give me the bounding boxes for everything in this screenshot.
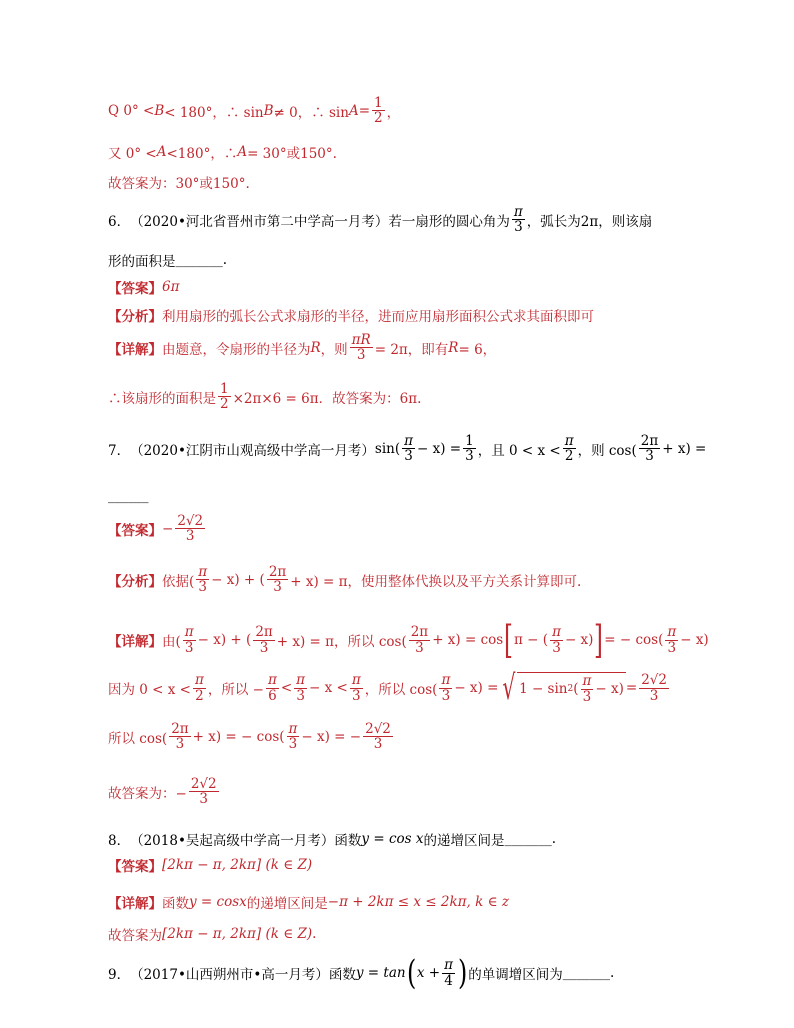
q7-detail-3: 所以 cos( $\frac{2\pi}{3}$ + x) = − cos( $\frac{\pi}{3}$ − x) = − $\frac{2√2}{3}$	[108, 721, 391, 753]
q7-answer: 【答案】 − $\frac{2√2}{3}$	[108, 513, 204, 545]
question-6: 6． （2020•河北省晋州市第二中学高一月考）若一扇形的圆心角为 $\frac{\pi}{3}$ ，弧长为2π，则该扇	[108, 204, 653, 236]
q8-answer: 【答案】 [2kπ − π, 2kπ] (k ∈ Z)	[108, 857, 313, 875]
q7-analysis: 【分析】 依据( $\frac{\pi}{3}$ − x) + ( $\frac{2\pi}{3}$ + x) = π，使用整体代换以及平方关系计算即可.	[108, 564, 582, 596]
q8-final-answer: 故答案为 [2kπ − π, 2kπ] (k ∈ Z) .	[108, 926, 317, 944]
q6-detail: 【详解】 由题意，令扇形的半径为 R ，则 $\frac{\pi R}{3}$ = 2π，即有 R = 6，	[108, 332, 497, 364]
q6-analysis: 【分析】 利用扇形的弧长公式求扇形的半径，进而应用扇形面积公式求其面积即可	[108, 309, 594, 325]
solution-line-1: Q 0° < B < 180°，∴ sin B ≠ 0，∴ sin A = $\frac{1}{2}$ ，	[108, 95, 401, 127]
question-7: 7． （2020•江阴市山观高级中学高一月考） sin( $\frac{\pi}{3}$ − x) = $\frac{1}{3}$ ，且 0 < x < $\frac{\pi}{2}$ ，则 cos( $\frac{2\pi}{3}$ + x) =	[108, 433, 707, 465]
question-7-blank: ______	[108, 488, 149, 504]
q6-answer: 【答案】 6π	[108, 279, 180, 297]
question-8: 8． （2018•吴起高级中学高一月考）函数 y = cos x 的递增区间是 _______ .	[108, 831, 557, 849]
q8-detail: 【详解】 函数 y = cosx 的递增区间是 −π + 2kπ ≤ x ≤ 2kπ, k ∈ z	[108, 894, 509, 912]
question-6-cont: 形的面积是 _______ .	[108, 252, 228, 270]
q6-detail-2: ∴该扇形的面积是 $\frac{1}{2}$ ×2π×6 = 6π．故答案为：6π.	[108, 381, 422, 413]
q7-detail-2: 因为 0 < x < $\frac{\pi}{2}$ ，所以 − $\frac{\pi}{6}$ < $\frac{\pi}{3}$ − x < $\frac{\pi}{3}$ ，所以 cos( $\frac{\pi}{3}$ − x) = √ 1 − sin 2 ( $\frac{\pi}{3}$ − x) = $\frac{2√2}{3}$	[108, 668, 667, 708]
answer-line-5: 故答案为：30°或150°.	[108, 176, 250, 192]
q7-final-answer: 故答案为：− $\frac{2√2}{3}$	[108, 776, 217, 808]
solution-line-2: 又 0° < A <180°，∴ A = 30°或150°.	[108, 144, 337, 162]
question-9: 9． （2017•山西朔州市•高一月考）函数 y = tan ( x + $\frac{\pi}{4}$ ) 的单调增区间为 _______ .	[108, 953, 615, 993]
q7-detail: 【详解】 由( $\frac{\pi}{3}$ − x) + ( $\frac{2\pi}{3}$ + x) = π，所以 cos( $\frac{2\pi}{3}$ + x) = cos [ π − ( $\frac{\pi}{3}$ − x) ] = − cos( $\frac{\pi}{3}$ − x)	[108, 618, 709, 662]
sqrt-expression: √ 1 − sin 2 ( $\frac{\pi}{3}$ − x)	[502, 668, 624, 708]
